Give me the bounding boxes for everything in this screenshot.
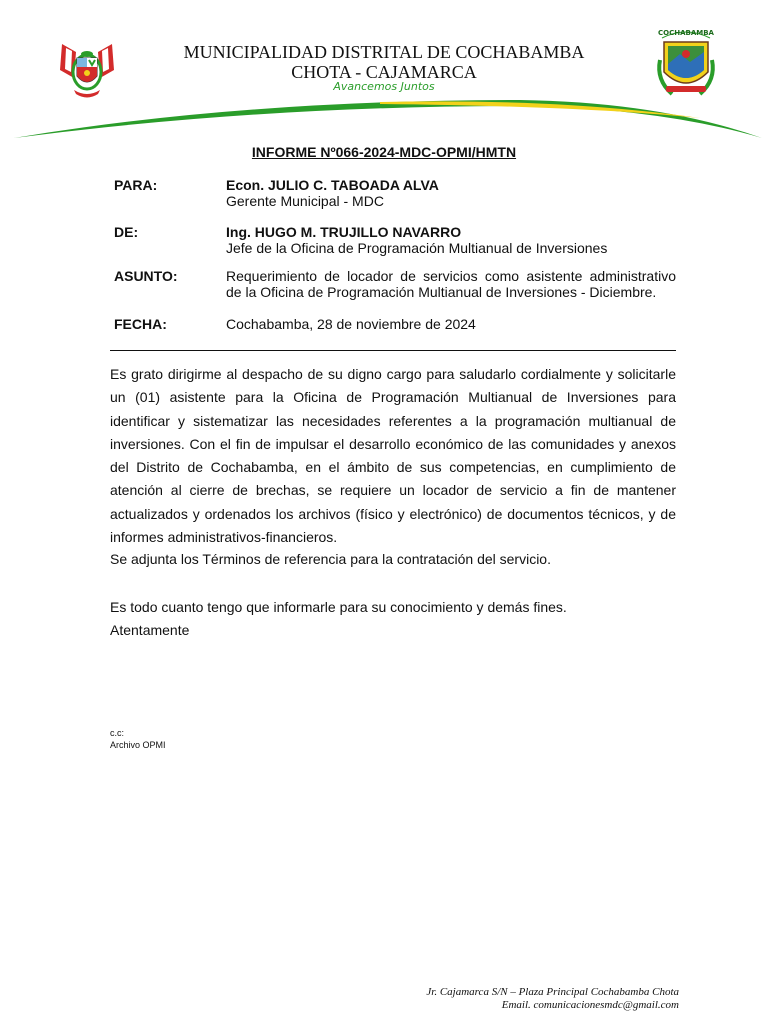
asunto-line-1: Requerimiento de locador de servicios como asistente administrativo <box>226 268 676 284</box>
report-title: INFORME Nº066-2024-MDC-OPMI/HMTN <box>251 144 517 160</box>
header-divider <box>110 350 676 351</box>
de-name: Ing. HUGO M. TRUJILLO NAVARRO <box>226 224 462 240</box>
fecha-value: Cochabamba, 28 de noviembre de 2024 <box>226 316 476 332</box>
attachment-note: Se adjunta los Términos de referencia para la contratación del servicio. <box>110 551 551 567</box>
para-label: PARA: <box>114 177 158 193</box>
regards: Atentamente <box>110 622 190 638</box>
para-name: Econ. JULIO C. TABOADA ALVA <box>226 177 439 193</box>
para-role: Gerente Municipal - MDC <box>226 193 384 209</box>
municipality-location: CHOTA - CAJAMARCA <box>291 62 477 82</box>
municipality-motto: Avancemos Juntos <box>333 80 435 93</box>
cc-label: c.c: <box>110 728 125 738</box>
de-label: DE: <box>114 224 139 240</box>
cc-item: Archivo OPMI <box>110 740 166 750</box>
header-swoosh-decoration <box>0 92 768 144</box>
footer-address: Jr. Cajamarca S/N – Plaza Principal Cochabamba Chota <box>426 986 679 998</box>
body-paragraph: Es grato dirigirme al despacho de su digno cargo para saludarlo cordialmente y solicitarle un (01) asistente para la Oficina de Programación Multianual de Inversiones para identificar y sistematizar las necesidades referentes a la programación multianual de inversiones. Con el fin de impulsar el desarrollo económico de las comunidades y anexos del Distrito de Cochabamba, en el ámbito de sus competencias, en cumplimiento de atención al cierre de brechas, se requiere un locador de servicio a fin de mantener actualizados y ordenados los archivos (físico y electrónico) de documentos técnicos, y de informes administrativos-financieros. <box>110 366 676 546</box>
de-role: Jefe de la Oficina de Programación Multianual de Inversiones <box>226 240 608 256</box>
municipality-name: MUNICIPALIDAD DISTRITAL DE COCHABAMBA <box>183 42 585 62</box>
footer-email: Email. comunicacionesmdc@gmail.com <box>501 999 679 1011</box>
seal-text: COCHABAMBA <box>658 29 714 37</box>
cochabamba-seal-logo <box>650 24 722 102</box>
asunto-label: ASUNTO: <box>114 268 178 284</box>
fecha-label: FECHA: <box>114 316 167 332</box>
asunto-line-2: de la Oficina de Programación Multianual de Inversiones - Diciembre. <box>226 284 657 300</box>
closing-sentence: Es todo cuanto tengo que informarle para su conocimiento y demás fines. <box>110 599 567 615</box>
